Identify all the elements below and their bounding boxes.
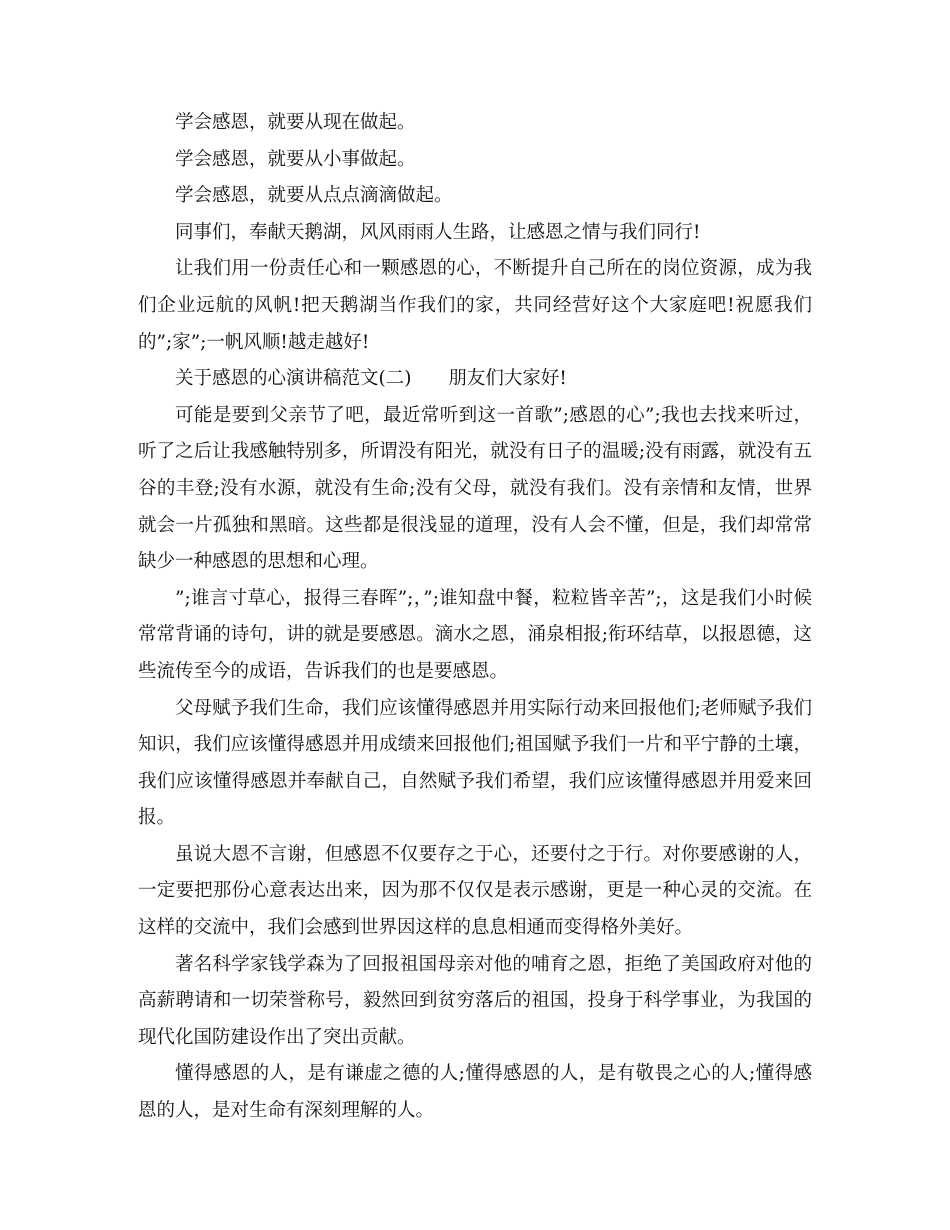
paragraph: 让我们用一份责任心和一颗感恩的心，不断提升自己所在的岗位资源，成为我们企业远航的风帆!把天鹅湖当作我们的家，共同经营好这个大家庭吧!祝愿我们的”;家”;一帆风顺!越走越好! [138, 258, 812, 353]
paragraph: ”;谁言寸草心，报得三春晖”;，”;谁知盘中餐，粒粒皆辛苦”;，这是我们小时候常常背诵的诗句，讲的就是要感恩。滴水之恩，涌泉相报;衔环结草，以报恩德，这些流传至今的成语，告诉我们的也是要感恩。 [138, 587, 812, 682]
paragraph: 虽说大恩不言谢，但感恩不仅要存之于心，还要付之于行。对你要感谢的人，一定要把那份心意表达出来，因为那不仅仅是表示感谢，更是一种心灵的交流。在这样的交流中，我们会感到世界因这样的息息相通而变得格外美好。 [138, 843, 812, 939]
paragraph: 学会感恩，就要从现在做起。 [175, 112, 416, 133]
document-body [138, 105, 812, 1130]
paragraph: 父母赋予我们生命，我们应该懂得感恩并用实际行动来回报他们;老师赋予我们知识，我们应该懂得感恩并用成绩来回报他们;祖国赋予我们一片和平宁静的土壤，我们应该懂得感恩并奉献自己，自然赋予我们希望，我们应该懂得感恩并用爱来回报。 [138, 697, 812, 829]
paragraph: 可能是要到父亲节了吧，最近常听到这一首歌”;感恩的心”;我也去找来听过，听了之后让我感触特别多，所谓没有阳光，就没有日子的温暖;没有雨露，就没有五谷的丰登;没有水源，就没有生命;没有父母，就没有我们。没有亲情和友情，世界就会一片孤独和黑暗。这些都是很浅显的道理，没有人会不懂，但是，我们却常常缺少一种感恩的思想和心理。 [138, 404, 812, 573]
paragraph: 懂得感恩的人，是有谦虚之德的人;懂得感恩的人，是有敬畏之心的人;懂得感恩的人，是对生命有深刻理解的人。 [138, 1063, 812, 1122]
paragraph: 学会感恩，就要从点点滴滴做起。 [175, 185, 453, 207]
section-heading: 关于感恩的心演讲稿范文(二) 朋友们大家好! [175, 368, 567, 390]
paragraph: 同事们，奉献天鹅湖，风风雨雨人生路，让感恩之情与我们同行! [175, 221, 701, 243]
paragraph: 学会感恩，就要从小事做起。 [175, 148, 416, 170]
paragraph: 著名科学家钱学森为了回报祖国母亲对他的哺育之恩，拒绝了美国政府对他的高薪聘请和一切荣誉称号，毅然回到贫穷落后的祖国，投身于科学事业，为我国的现代化国防建设作出了突出贡献。 [138, 953, 812, 1048]
